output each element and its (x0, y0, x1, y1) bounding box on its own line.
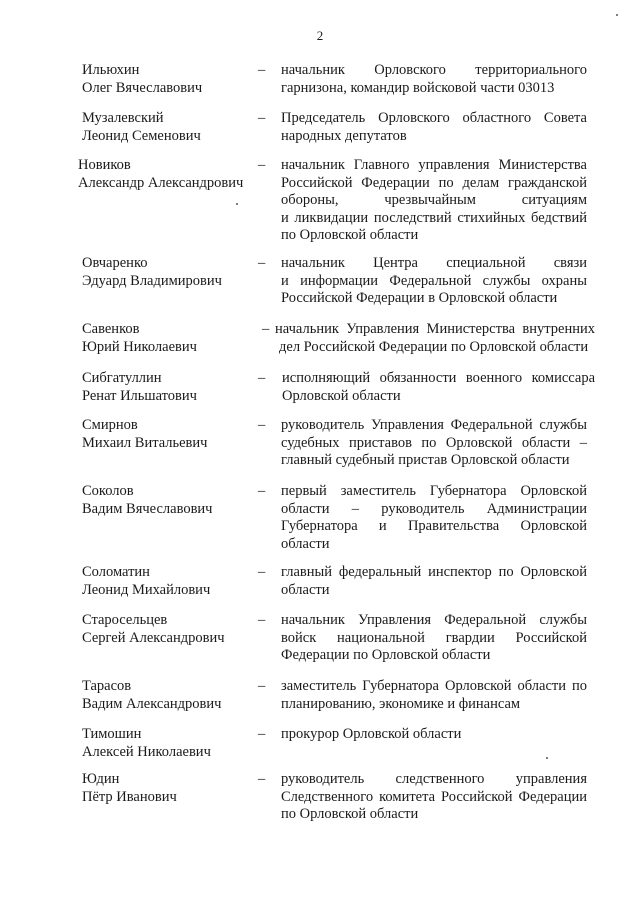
position-text (281, 564, 587, 599)
position-line: начальник Главного управления Министерства (281, 157, 587, 173)
person-surname: Старосельцев (82, 612, 168, 628)
position-line: гарнизона, командир войсковой части 03013 (281, 79, 555, 96)
person-given-names: Алексей Николаевич (82, 743, 211, 760)
scan-speck (236, 203, 238, 205)
position-text (281, 726, 587, 744)
position-line: главный федеральный инспектор по Орловской (281, 564, 587, 580)
position-line: Российской Федерации в Орловской области (281, 290, 558, 306)
scan-speck (546, 757, 548, 759)
position-line: и ликвидации последствий стихийных бедствий (281, 209, 587, 226)
position-text (281, 417, 587, 470)
position-line: начальник Управления Федеральной службы (281, 612, 587, 628)
person-name (82, 62, 252, 97)
person-surname: Новиков (78, 157, 131, 173)
person-surname: Музалевский (82, 110, 164, 126)
person-given-names: Вадим Александрович (82, 695, 222, 712)
person-given-names: Пётр Иванович (82, 788, 177, 805)
person-surname: Тарасов (82, 678, 132, 694)
person-given-names: Вадим Вячеславович (82, 500, 213, 517)
person-name (82, 771, 252, 806)
separator-dash: – (258, 726, 266, 742)
person-surname: Смирнов (82, 417, 138, 433)
position-line: и информации Федеральной службы охраны (281, 272, 587, 289)
separator-dash: – (258, 255, 266, 271)
person-surname: Соколов (82, 483, 134, 499)
separator-dash: – (258, 110, 266, 126)
person-name (82, 255, 252, 290)
separator-dash: – (262, 321, 270, 337)
person-name (82, 370, 252, 405)
position-text (281, 110, 587, 145)
position-text (275, 321, 595, 356)
scan-speck (616, 14, 618, 16)
person-given-names: Михаил Витальевич (82, 434, 208, 451)
position-line: первый заместитель Губернатора Орловской (281, 483, 587, 499)
position-line: Федерации по Орловской области (281, 647, 491, 663)
person-name (82, 726, 252, 761)
person-surname: Ильюхин (82, 62, 140, 78)
position-line: руководитель Управления Федеральной службы (281, 417, 587, 433)
person-given-names: Сергей Александрович (82, 629, 225, 646)
position-line: планированию, экономике и финансам (281, 695, 521, 712)
separator-dash: – (258, 62, 266, 78)
page-number: 2 (316, 28, 324, 43)
position-text (281, 483, 587, 553)
position-line: начальник Центра специальной связи (281, 255, 587, 271)
person-given-names: Юрий Николаевич (82, 338, 197, 355)
position-text (281, 157, 587, 245)
separator-dash: – (258, 370, 266, 386)
position-text (281, 612, 587, 665)
person-surname: Савенков (82, 321, 140, 337)
position-line: области (281, 581, 330, 598)
position-line: начальник Управления Министерства внутренних (275, 321, 595, 337)
position-line: области – руководитель Администрации (281, 500, 587, 517)
position-line: по Орловской области (281, 227, 419, 243)
position-line: исполняющий обязанности военного комиссара (282, 370, 595, 386)
person-given-names: Олег Вячеславович (82, 79, 203, 96)
person-given-names: Ренат Ильшатович (82, 387, 197, 404)
person-surname: Юдин (82, 771, 120, 787)
position-line: Следственного комитета Российской Федерации (281, 788, 587, 805)
person-given-names: Леонид Михайлович (82, 581, 211, 598)
person-given-names: Эдуард Владимирович (82, 272, 222, 289)
position-text (282, 370, 595, 405)
position-line: по Орловской области (281, 806, 419, 822)
person-surname: Сибгатуллин (82, 370, 162, 386)
position-line: Губернатора и Правительства Орловской (281, 518, 587, 534)
position-text (281, 255, 587, 308)
separator-dash: – (258, 157, 266, 173)
separator-dash: – (258, 483, 266, 499)
separator-dash: – (258, 771, 266, 787)
position-line: прокурор Орловской области (281, 726, 462, 742)
person-surname: Тимошин (82, 726, 142, 742)
person-name (82, 483, 252, 518)
position-text (281, 62, 587, 97)
position-line: руководитель следственного управления (281, 771, 587, 787)
position-line: области (281, 535, 330, 552)
position-line: судебных приставов по Орловской области – (281, 434, 587, 451)
person-surname: Овчаренко (82, 255, 148, 271)
separator-dash: – (258, 564, 266, 580)
position-text (281, 771, 587, 824)
position-line: главный судебный пристав Орловской области (281, 452, 570, 468)
position-line: начальник Орловского территориального (281, 62, 587, 78)
position-line: Российской Федерации по делам гражданской (281, 174, 587, 191)
position-line: обороны, чрезвычайным ситуациям (281, 192, 587, 208)
person-name (82, 110, 252, 145)
position-line: Орловской области (282, 387, 401, 404)
separator-dash: – (258, 612, 266, 628)
separator-dash: – (258, 417, 266, 433)
person-surname: Соломатин (82, 564, 150, 580)
position-line: народных депутатов (281, 127, 407, 144)
separator-dash: – (258, 678, 266, 694)
person-name (82, 678, 252, 713)
person-name (82, 321, 252, 356)
position-line: войск национальной гвардии Российской (281, 629, 587, 646)
person-given-names: Александр Александрович (78, 174, 244, 191)
person-name (82, 564, 252, 599)
position-line: дел Российской Федерации по Орловской области (279, 338, 589, 355)
person-name (78, 157, 248, 192)
position-text (281, 678, 587, 713)
person-given-names: Леонид Семенович (82, 127, 201, 144)
person-name (82, 417, 252, 452)
person-name (82, 612, 252, 647)
position-line: заместитель Губернатора Орловской области по (281, 678, 587, 694)
position-line: Председатель Орловского областного Совета (281, 110, 587, 126)
